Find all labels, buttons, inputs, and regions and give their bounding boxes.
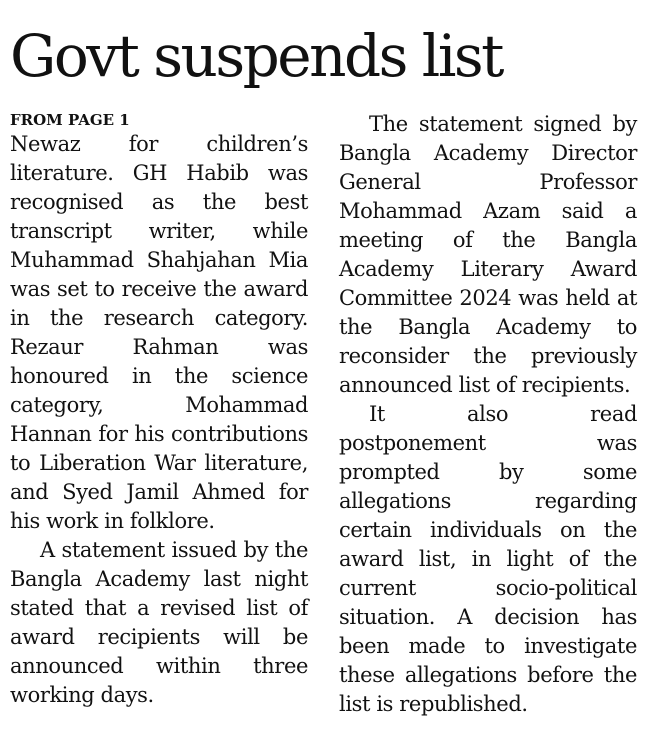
article-column-right — [339, 110, 637, 719]
body-paragraph: Newaz for children’s literature. GH Habib was recognised as the best transcript writer, while Muhammad Shahjahan Mia was set to receive the award in the research category. Rezaur Rahman was honoured in the science category, Mohammad Hannan for his contributions to Liberation War literature, and Syed Jamil Ahmed for his work in folklore. — [10, 132, 308, 533]
continuation-kicker: FROM PAGE 1 — [10, 111, 130, 129]
article-column-left — [10, 110, 308, 710]
body-paragraph: The statement signed by Bangla Academy Director General Professor Mohammad Azam said a meeting of the Bangla Academy Literary Award Committee 2024 was held at the Bangla Academy to reconsider the previously announced list of recipients. — [339, 112, 637, 397]
headline: Govt suspends list — [10, 22, 502, 90]
body-paragraph: It also read postponement was prompted by some allegations regarding certain individuals on the award list, in light of the current socio-political situation. A decision has been made to investigate these allegations before the list is republished. — [339, 402, 637, 716]
body-paragraph: A statement issued by the Bangla Academy last night stated that a revised list of award recipients will be announced within three working days. — [10, 538, 308, 707]
